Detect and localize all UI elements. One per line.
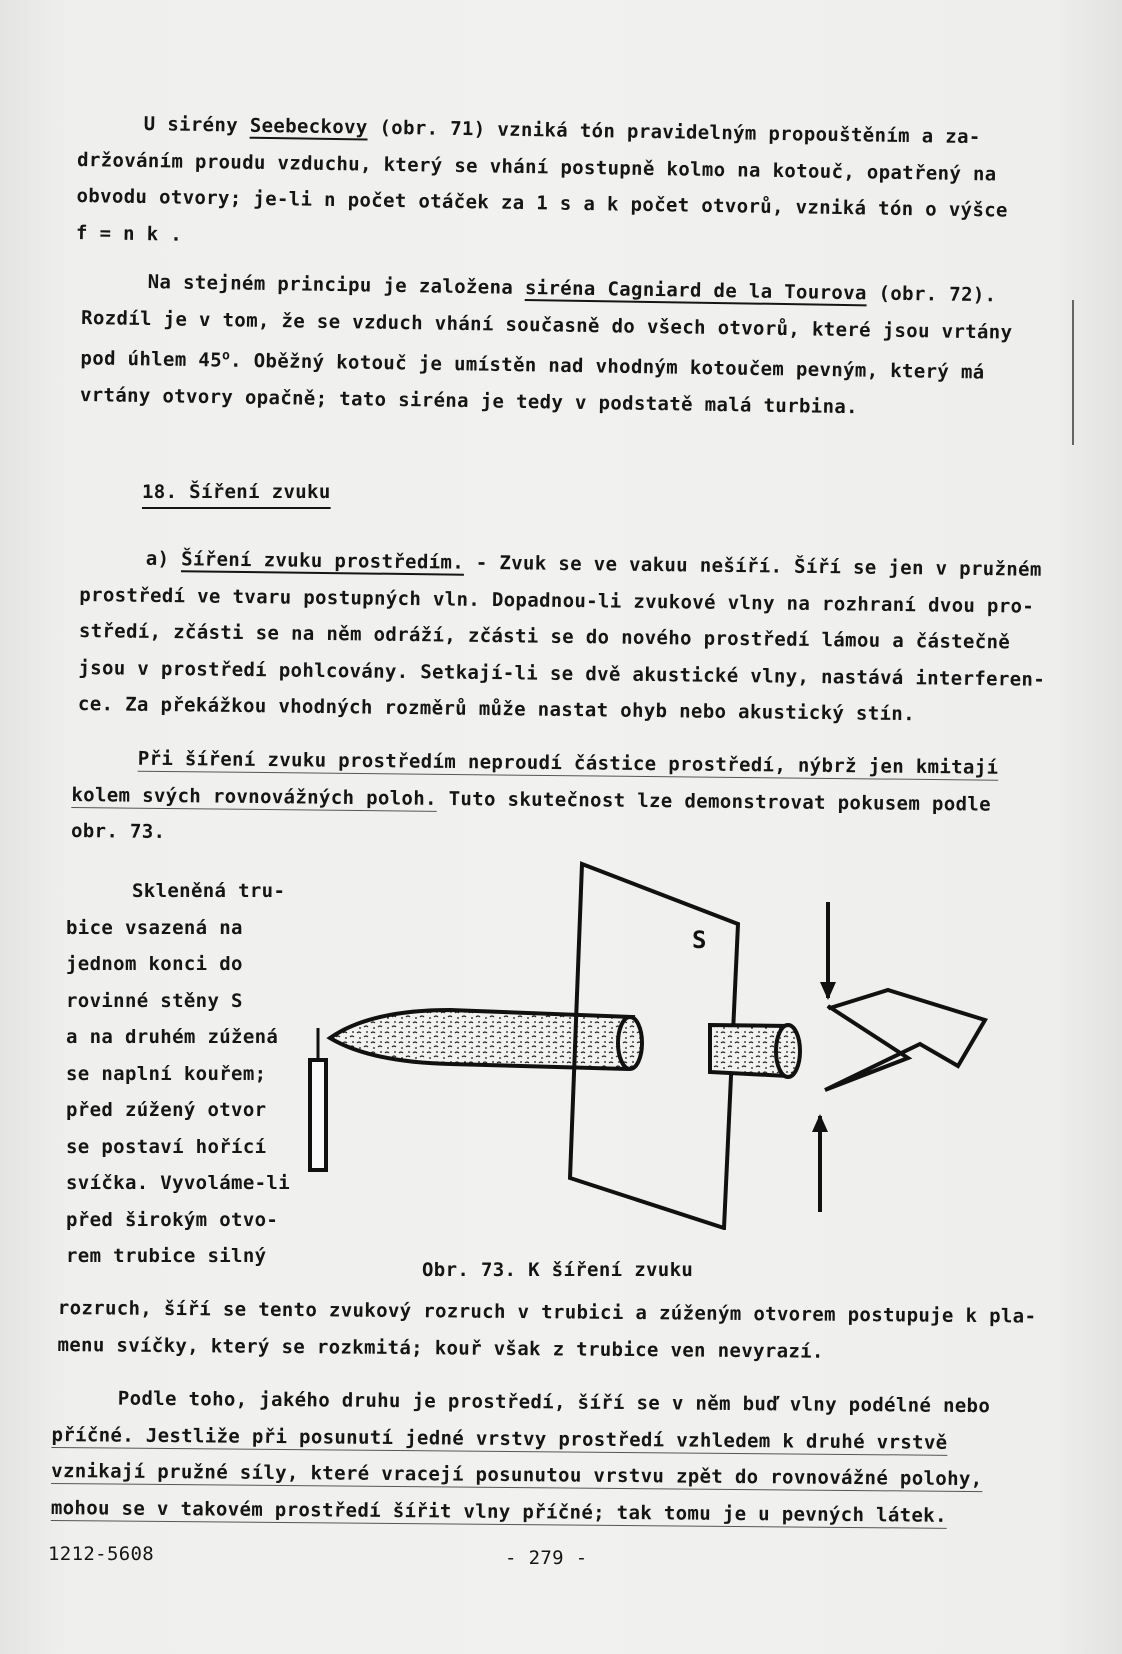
figure-73-diagram: [300, 850, 1060, 1230]
text-line: rozruch, šíří se tento zvukový rozruch v trubici a zúženým otvorem postupuje k pla-: [57, 1296, 1037, 1328]
text-run: Tuto skutečnost lze demonstrovat pokusem podle: [436, 787, 992, 816]
page-number: [505, 1540, 588, 1577]
underlined-term: Šíření zvuku prostředím.: [181, 548, 465, 574]
formula-line: f = n k .: [75, 221, 183, 246]
text-line: jednom konci do: [66, 953, 243, 975]
paragraph-seebeck-siren: [76, 105, 1010, 266]
paragraph-sound-propagation: [78, 540, 1047, 734]
degree-superscript: o: [221, 348, 231, 364]
text-line: svíčka. Vyvoláme-li: [66, 1172, 290, 1194]
underlined-term: siréna Cagniard de la Tourova: [524, 276, 867, 305]
text-run: pod úhlem 45: [80, 347, 223, 372]
text-line-underlined: vznikají pružné síly, které vracejí posunutou vrstvu zpět do rovnovážné polohy,: [51, 1459, 983, 1491]
text-run: . Oběžný kotouč je umístěn nad vhodným kotoučem pevným, který má: [229, 349, 985, 384]
text-line-underlined: mohou se v takovém prostředí šířit vlny příčné; tak tomu je u pevných látek.: [50, 1496, 947, 1527]
candle: [310, 1028, 326, 1170]
text-line: před zúžený otvor: [66, 1099, 267, 1121]
text-line: menu svíčky, který se rozkmitá; kouř však z trubice ven nevyrazí.: [57, 1333, 824, 1363]
text-line: vrtány otvory opačně; tato siréna je tedy v podstatě malá turbina.: [79, 383, 859, 419]
text-line: a na druhém zúžená: [66, 1026, 279, 1048]
text-line: držováním proudu vzduchu, který se vhání postupně kolmo na kotouč, opatřený na: [76, 148, 997, 185]
text-line: Skleněná tru-: [132, 880, 286, 902]
text-line-underlined: příčné. Jestliže při posunutí jedné vrstvy prostředí vzhledem k druhé vrstvě: [51, 1423, 948, 1454]
text-line: se postaví hořící: [66, 1135, 267, 1158]
text-run: - Zvuk se ve vakuu nešíří. Šíří se jen v pružném: [463, 551, 1042, 581]
paragraph-particles: [71, 740, 999, 859]
text-line: rovinné stěny S: [66, 989, 243, 1012]
text-line: Podle toho, jakého druhu je prostředí, šíří se v něm buď vlny podélné nebo: [117, 1387, 991, 1418]
text-line: před širokým otvo-: [66, 1208, 279, 1231]
glass-tube-rear: [710, 1025, 800, 1077]
text-line: jsou v prostředí pohlcovány. Setkají-li se dvě akustické vlny, nastává interferen-: [78, 656, 1046, 691]
text-run: (obr. 71) vzniká tón pravidelným propouštěním a za-: [367, 116, 981, 149]
text-run: a): [145, 547, 182, 571]
footer-code: [48, 1536, 154, 1573]
text-run: Při šíření zvuku prostředím neproudí částice prostředí, nýbrž jen kmitají: [137, 747, 999, 779]
folded-screen: [825, 990, 985, 1090]
margin-mark: [1072, 300, 1074, 445]
text-line: ce. Za překážkou vhodných rozměrů může nastat ohyb nebo akustický stín.: [77, 692, 916, 726]
arrow-down-icon: [820, 902, 836, 1000]
text-line: obr. 73.: [70, 819, 166, 843]
arrow-up-icon: [812, 1114, 828, 1212]
figure-caption: [422, 1252, 693, 1289]
footer-code-text: 1212-5608: [48, 1543, 155, 1565]
text-line: Rozdíl je v tom, že se vzduch vhání současně do všech otvorů, které jsou vrtány: [80, 306, 1013, 344]
wall-label: S: [692, 926, 707, 954]
paragraph-cagniard-siren: [80, 263, 1014, 428]
text-line: se naplní kouřem;: [66, 1062, 267, 1085]
underlined-phrase: kolem svých rovnovážných poloh.: [71, 783, 437, 810]
text-line: obvodu otvory; je-li n počet otáček za 1 s a k počet otvorů, vzniká tón o výšce: [76, 184, 1008, 222]
figure-side-text: [66, 873, 290, 1275]
paragraph-continuation: [57, 1290, 1036, 1372]
text-line: středí, zčásti se na něm odráží, zčásti se do nového prostředí lámou a částečně: [78, 619, 1011, 654]
text-line: prostředí ve tvaru postupných vln. Dopadnou-li zvukové vlny na rozhraní dvou pro-: [79, 583, 1035, 618]
section-heading: [142, 474, 331, 511]
paragraph-wave-types: [51, 1380, 991, 1534]
text-line: rem trubice silný: [66, 1245, 267, 1267]
underlined-term: Seebeckovy: [249, 114, 368, 139]
text-run: (obr. 72).: [866, 282, 997, 307]
caption-text: Obr. 73. K šíření zvuku: [422, 1259, 694, 1281]
page-number-text: - 279 -: [505, 1547, 588, 1569]
text-line: bice vsazená na: [66, 916, 243, 939]
text-run: Na stejném principu je založena: [147, 271, 526, 299]
heading-text: 18. Šíření zvuku: [142, 481, 331, 503]
glass-tube-front: [330, 1010, 642, 1069]
text-run: U sirény: [143, 113, 250, 137]
